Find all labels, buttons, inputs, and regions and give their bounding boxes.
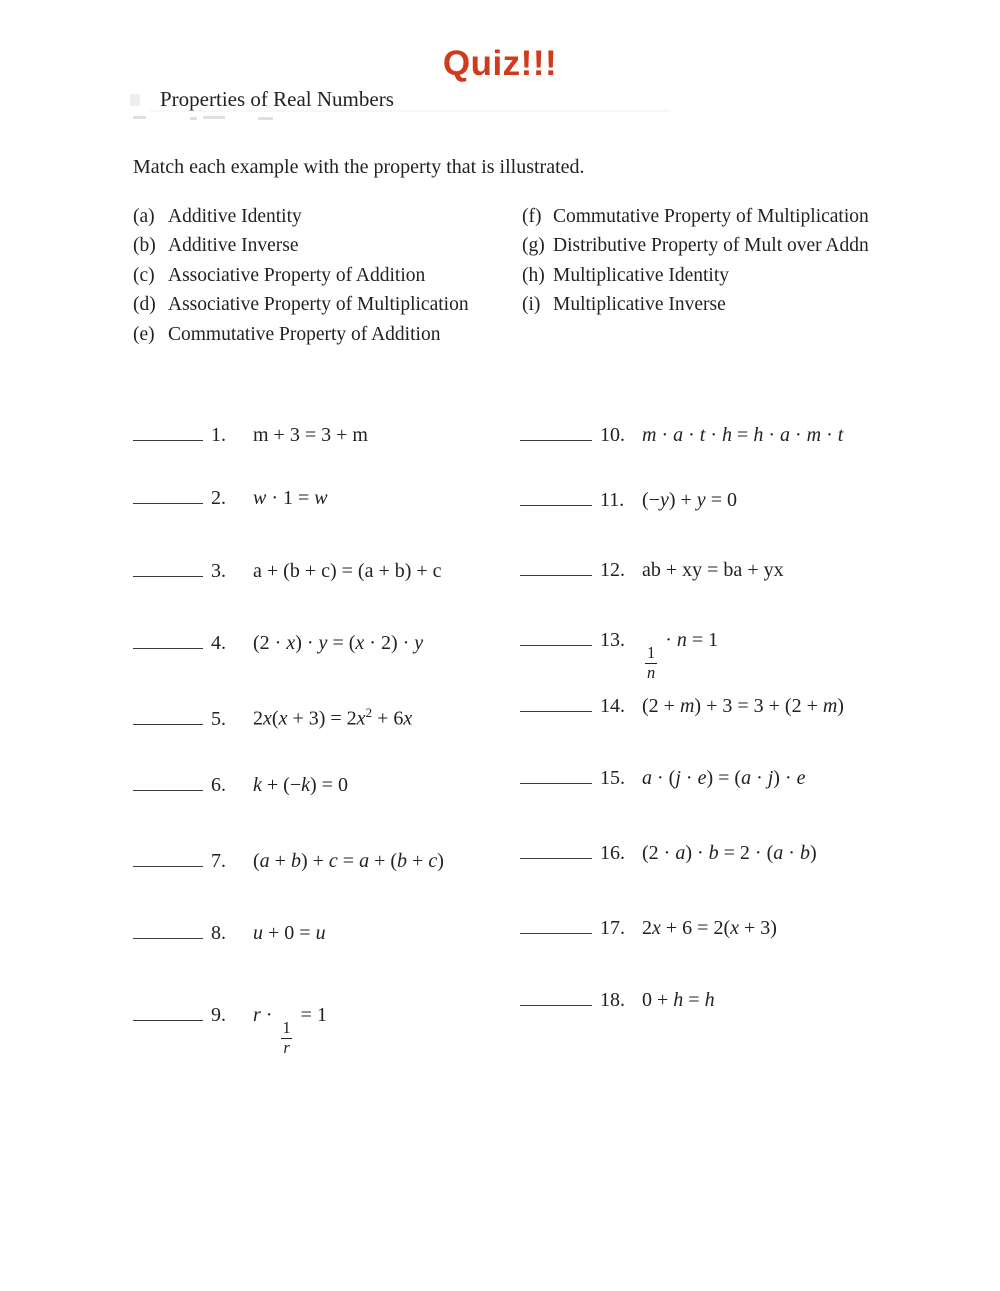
question-equation: m · a · t · h = h · a · m · t	[642, 424, 844, 446]
answer-blank-11[interactable]	[520, 491, 592, 506]
question-equation: m + 3 = 3 + m	[253, 424, 368, 446]
question-equation: k + (−k) = 0	[253, 774, 348, 796]
property-option-b	[133, 231, 469, 260]
answer-blank-1[interactable]	[133, 426, 203, 441]
answer-blank-9[interactable]	[133, 1006, 203, 1021]
question-equation: (2 · x) · y = (x · 2) · y	[253, 632, 424, 654]
property-text: Distributive Property of Mult over Addn	[553, 235, 869, 257]
question-equation: 2x + 6 = 2(x + 3)	[642, 917, 777, 939]
property-text: Additive Identity	[168, 206, 302, 227]
property-option-e	[133, 320, 469, 349]
question-row-5	[133, 700, 412, 732]
answer-blank-7[interactable]	[133, 852, 203, 867]
question-number: 12.	[600, 559, 625, 581]
answer-blank-4[interactable]	[133, 634, 203, 649]
property-text: Additive Inverse	[168, 235, 299, 257]
property-options-right	[522, 202, 869, 320]
question-number: 9.	[211, 1004, 226, 1026]
question-equation: a · (j · e) = (a · j) · e	[642, 767, 806, 789]
answer-blank-5[interactable]	[133, 710, 203, 725]
question-row-2	[133, 485, 328, 511]
property-label: (h)	[522, 264, 545, 286]
question-row-14	[520, 693, 844, 719]
question-number: 2.	[211, 487, 226, 509]
property-label: (e)	[133, 323, 155, 345]
property-option-d	[133, 290, 469, 319]
question-row-11	[520, 487, 737, 513]
question-equation: 0 + h = h	[642, 989, 715, 1011]
property-label: (a)	[133, 206, 155, 227]
question-equation: (−y) + y = 0	[642, 489, 737, 511]
question-number: 17.	[600, 917, 625, 939]
question-row-16	[520, 840, 817, 866]
property-label: (g)	[522, 235, 545, 257]
answer-blank-17[interactable]	[520, 919, 592, 934]
property-text: Commutative Property of Multiplication	[553, 206, 869, 227]
question-number: 11.	[600, 489, 625, 511]
question-row-8	[133, 920, 326, 946]
question-number: 4.	[211, 632, 226, 654]
property-label: (b)	[133, 235, 156, 257]
question-row-1	[133, 422, 368, 448]
property-label: (d)	[133, 294, 156, 316]
question-row-10	[520, 422, 843, 448]
property-label: (f)	[522, 206, 542, 227]
question-number: 15.	[600, 767, 625, 789]
erased-mark	[150, 110, 670, 112]
question-equation: (a + b) + c = a + (b + c)	[253, 850, 444, 872]
question-row-3	[133, 558, 442, 584]
answer-blank-6[interactable]	[133, 776, 203, 791]
erased-mark	[203, 116, 225, 119]
answer-blank-3[interactable]	[133, 562, 203, 577]
property-text: Associative Property of Addition	[168, 264, 426, 286]
question-equation: $\frac{1}{n}$ · n = 1	[647, 629, 719, 682]
property-option-a	[133, 202, 469, 231]
property-options-left	[133, 202, 469, 349]
erased-mark	[190, 117, 197, 120]
question-number: 8.	[211, 922, 226, 944]
answer-blank-2[interactable]	[133, 489, 203, 504]
erased-mark	[130, 94, 140, 106]
question-number: 3.	[211, 560, 226, 582]
property-text: Associative Property of Multiplication	[168, 294, 469, 316]
question-number: 18.	[600, 989, 625, 1011]
question-number: 6.	[211, 774, 226, 796]
answer-blank-12[interactable]	[520, 561, 592, 576]
answer-blank-14[interactable]	[520, 697, 592, 712]
answer-blank-16[interactable]	[520, 844, 592, 859]
property-label: (i)	[522, 294, 541, 316]
question-equation: ab + xy = ba + yx	[642, 559, 784, 581]
answer-blank-18[interactable]	[520, 991, 592, 1006]
question-number: 14.	[600, 695, 625, 717]
question-number: 10.	[600, 424, 625, 446]
quiz-title: Quiz!!!	[442, 44, 558, 83]
question-equation: $2x(x + 3) = 2x^2 + 6x$	[253, 705, 413, 730]
question-equation: w · 1 = w	[253, 487, 328, 509]
question-number: 16.	[600, 842, 625, 864]
erased-mark	[133, 116, 146, 119]
question-number: 5.	[211, 707, 226, 730]
question-number: 1.	[211, 424, 226, 446]
answer-blank-8[interactable]	[133, 924, 203, 939]
property-option-h	[522, 261, 869, 290]
question-row-17	[520, 915, 777, 941]
question-row-7	[133, 848, 444, 874]
worksheet-subtitle: Properties of Real Numbers	[160, 87, 394, 111]
question-row-13	[520, 627, 718, 683]
erased-mark	[258, 117, 273, 120]
question-row-12	[520, 557, 784, 583]
question-row-4	[133, 630, 423, 656]
property-text: Multiplicative Identity	[553, 264, 730, 286]
property-label: (c)	[133, 264, 155, 286]
question-row-18	[520, 987, 715, 1013]
property-option-i	[522, 290, 869, 319]
answer-blank-10[interactable]	[520, 426, 592, 441]
question-row-6	[133, 772, 348, 798]
answer-blank-13[interactable]	[520, 631, 592, 646]
property-text: Commutative Property of Addition	[168, 323, 441, 345]
question-number: 13.	[600, 629, 625, 651]
question-equation: (2 + m) + 3 = 3 + (2 + m)	[642, 695, 844, 717]
instructions: Match each example with the property that is illustrated.	[133, 156, 585, 178]
question-equation: u + 0 = u	[253, 922, 326, 944]
property-option-f	[522, 202, 869, 231]
property-option-c	[133, 261, 469, 290]
question-row-15	[520, 765, 806, 791]
answer-blank-15[interactable]	[520, 769, 592, 784]
question-equation: a + (b + c) = (a + b) + c	[253, 560, 442, 582]
property-text: Multiplicative Inverse	[553, 294, 726, 316]
property-option-g	[522, 231, 869, 260]
question-equation: r · $\frac{1}{r}$ = 1	[253, 1004, 327, 1057]
question-equation: (2 · a) · b = 2 · (a · b)	[642, 842, 817, 864]
question-number: 7.	[211, 850, 226, 872]
question-row-9	[133, 1002, 327, 1058]
